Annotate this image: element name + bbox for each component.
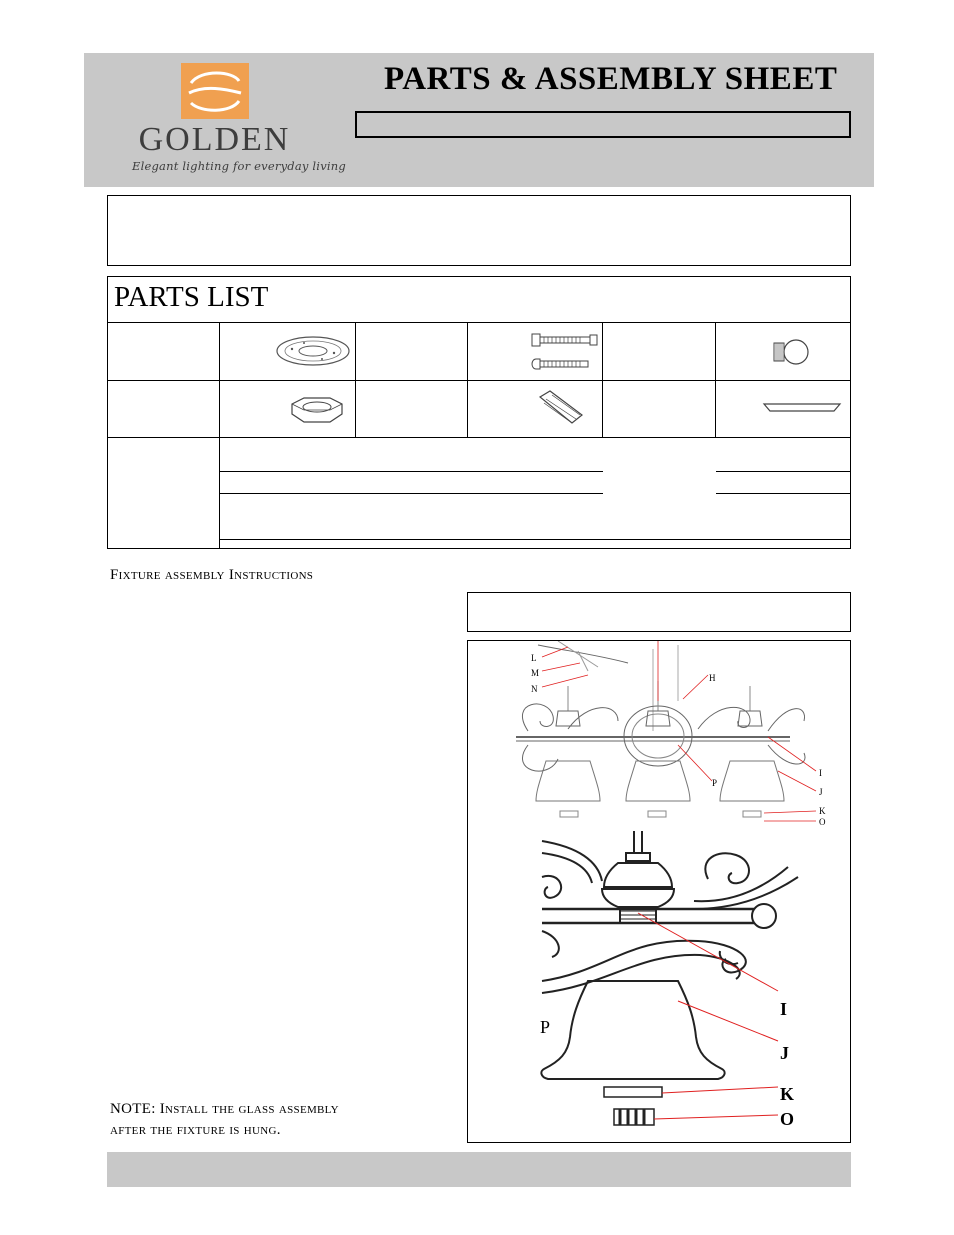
- page-title: PARTS & ASSEMBLY SHEET: [384, 61, 838, 97]
- table-line: [716, 471, 850, 472]
- table-line: [219, 493, 603, 494]
- hex-nut-icon: [284, 396, 350, 424]
- table-divider: [467, 322, 468, 437]
- footer-bar: [107, 1152, 851, 1187]
- install-note-line1: NOTE: Install the glass assembly: [110, 1101, 339, 1117]
- logo-tagline: Elegant lighting for everyday living: [132, 159, 346, 173]
- parts-list-title: PARTS LIST: [114, 281, 269, 313]
- table-line: [219, 539, 850, 540]
- detail-label-k: K: [780, 1084, 795, 1104]
- detail-label-j: J: [780, 1043, 789, 1063]
- logo-name: GOLDEN: [138, 121, 291, 158]
- table-line: [219, 471, 603, 472]
- parts-list-table: [107, 276, 851, 549]
- overview-callouts: [542, 641, 816, 821]
- fixture-diagram-svg: [468, 641, 851, 1143]
- detail-labels: [540, 999, 794, 1129]
- label-j: J: [819, 787, 823, 797]
- screws-icon: [528, 327, 604, 373]
- header-banner: [84, 53, 874, 187]
- assembly-diagram: [467, 640, 851, 1143]
- golden-logo: [132, 63, 346, 181]
- table-divider: [219, 322, 220, 548]
- description-box: [107, 195, 851, 266]
- install-note: [110, 1099, 460, 1141]
- label-n: N: [531, 684, 538, 694]
- ceiling-plate-icon: [274, 335, 352, 367]
- label-p: P: [712, 778, 718, 788]
- table-divider: [715, 322, 716, 437]
- wire-connector-icon: [536, 389, 586, 427]
- detail-label-i: I: [780, 999, 788, 1019]
- label-h: H: [709, 673, 716, 683]
- label-l: L: [531, 653, 537, 663]
- label-m: M: [531, 668, 540, 678]
- fixture-detail: [541, 831, 798, 1125]
- table-divider: [355, 322, 356, 437]
- model-field: [355, 111, 851, 138]
- glass-plate-icon: [762, 401, 842, 415]
- logo-mark-icon: [181, 63, 249, 119]
- table-line: [716, 493, 850, 494]
- label-o: O: [819, 817, 826, 827]
- instructions-heading: Fixture assembly Instructions: [110, 567, 314, 583]
- detail-label-o: O: [780, 1109, 795, 1129]
- label-i: I: [819, 768, 822, 778]
- diagram-label-box: [467, 592, 851, 632]
- finial-ball-icon: [772, 337, 812, 367]
- install-note-line2: after the fixture is hung.: [110, 1122, 281, 1138]
- detail-label-p: P: [540, 1017, 551, 1037]
- label-k: K: [819, 806, 826, 816]
